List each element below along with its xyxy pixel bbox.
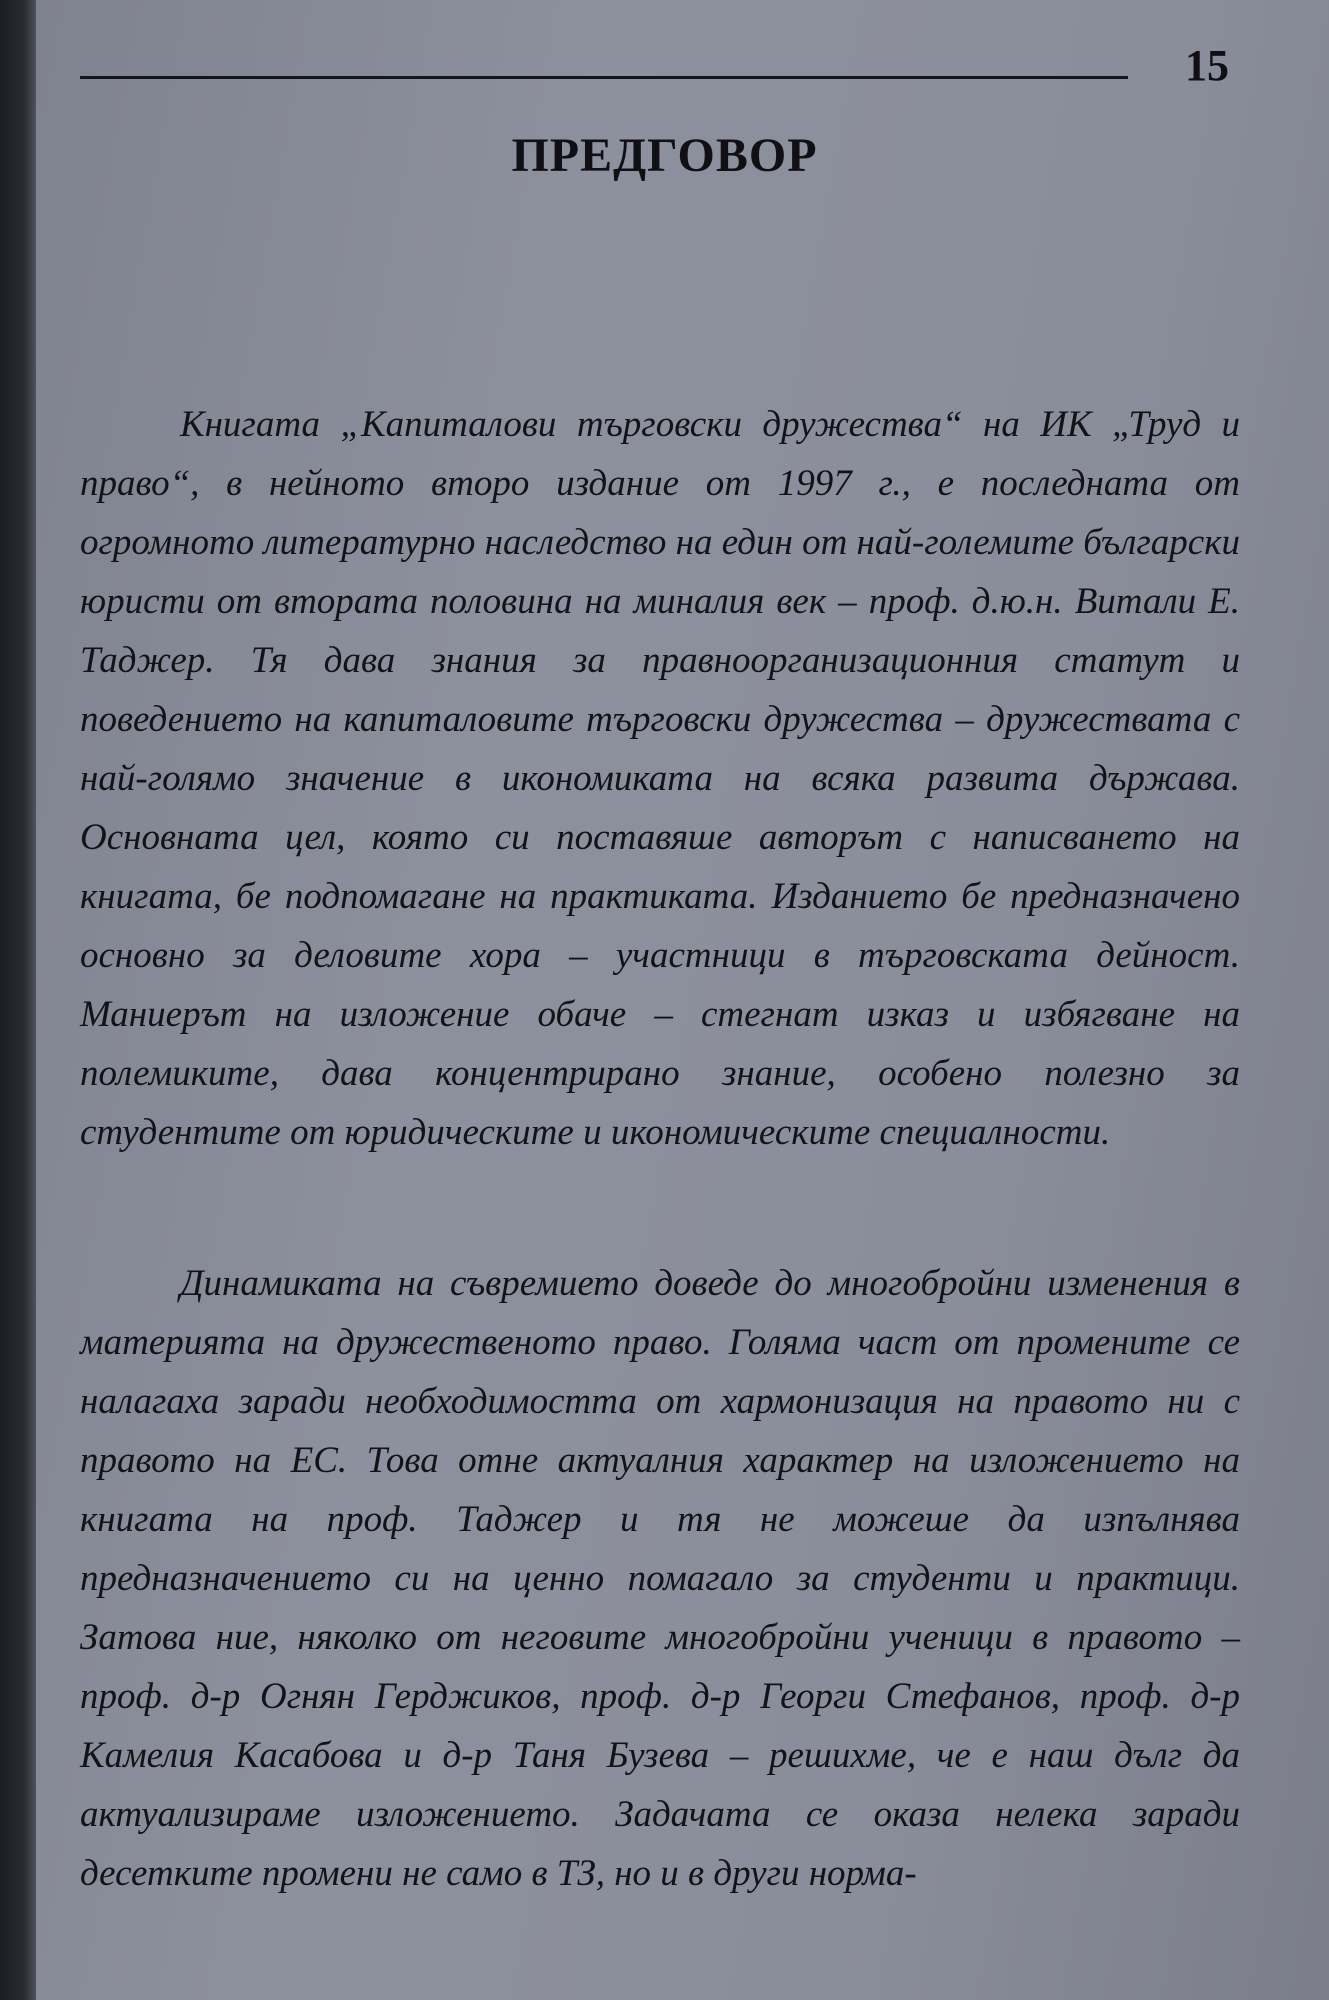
chapter-title: ПРЕДГОВОР — [511, 129, 818, 182]
book-gutter — [0, 0, 40, 2000]
paragraph-1: Книгата „Капиталови търговски дружества“ на ИК „Труд и право“, в нейното второ издание от 1997 г., е последната от огромното литературно наследство на един от най-големите български юристи от втората половина на миналия век – проф. д.ю.н. Витали Е. Таджер. Тя дава знания за правноорганизационния статут и поведението на капиталовите търговски дружества – дружествата с най-голямо значение в икономиката на всяка развита държава. Основната цел, която си поставяше авторът с написването на книгата, бе подпомагане на практиката. Изданието бе предназначено основно за деловите хора – участници в търговската дейност. Маниерът на изложение обаче – стегнат изказ и избягване на полемиките, дава концентрирано знание, особено полезно за студентите от юридическите и икономическите специалности. — [80, 404, 1240, 1153]
page-number: 15 — [1185, 41, 1229, 90]
header-rule — [80, 76, 1128, 79]
paragraph-2: Динамиката на съвремието доведе до многобройни изменения в материята на дружественото право. Голяма част от промените се налагаха заради необходимостта от хармонизация на правото ни с правото на ЕС. Това отне актуалния характер на изложението на книгата на проф. Таджер и тя не можеше да изпълнява предназначението си на ценно помагало за студенти и практици. Затова ние, няколко от неговите многобройни ученици в правото – проф. д-р Огнян Герджиков, проф. д-р Георги Стефанов, проф. д-р Камелия Касабова и д-р Таня Бузева – решихме, че е наш дълг да актуализираме изложението. Задачата се оказа нелека заради десетките промени не само в ТЗ, но и в други норма- — [80, 1263, 1240, 1894]
